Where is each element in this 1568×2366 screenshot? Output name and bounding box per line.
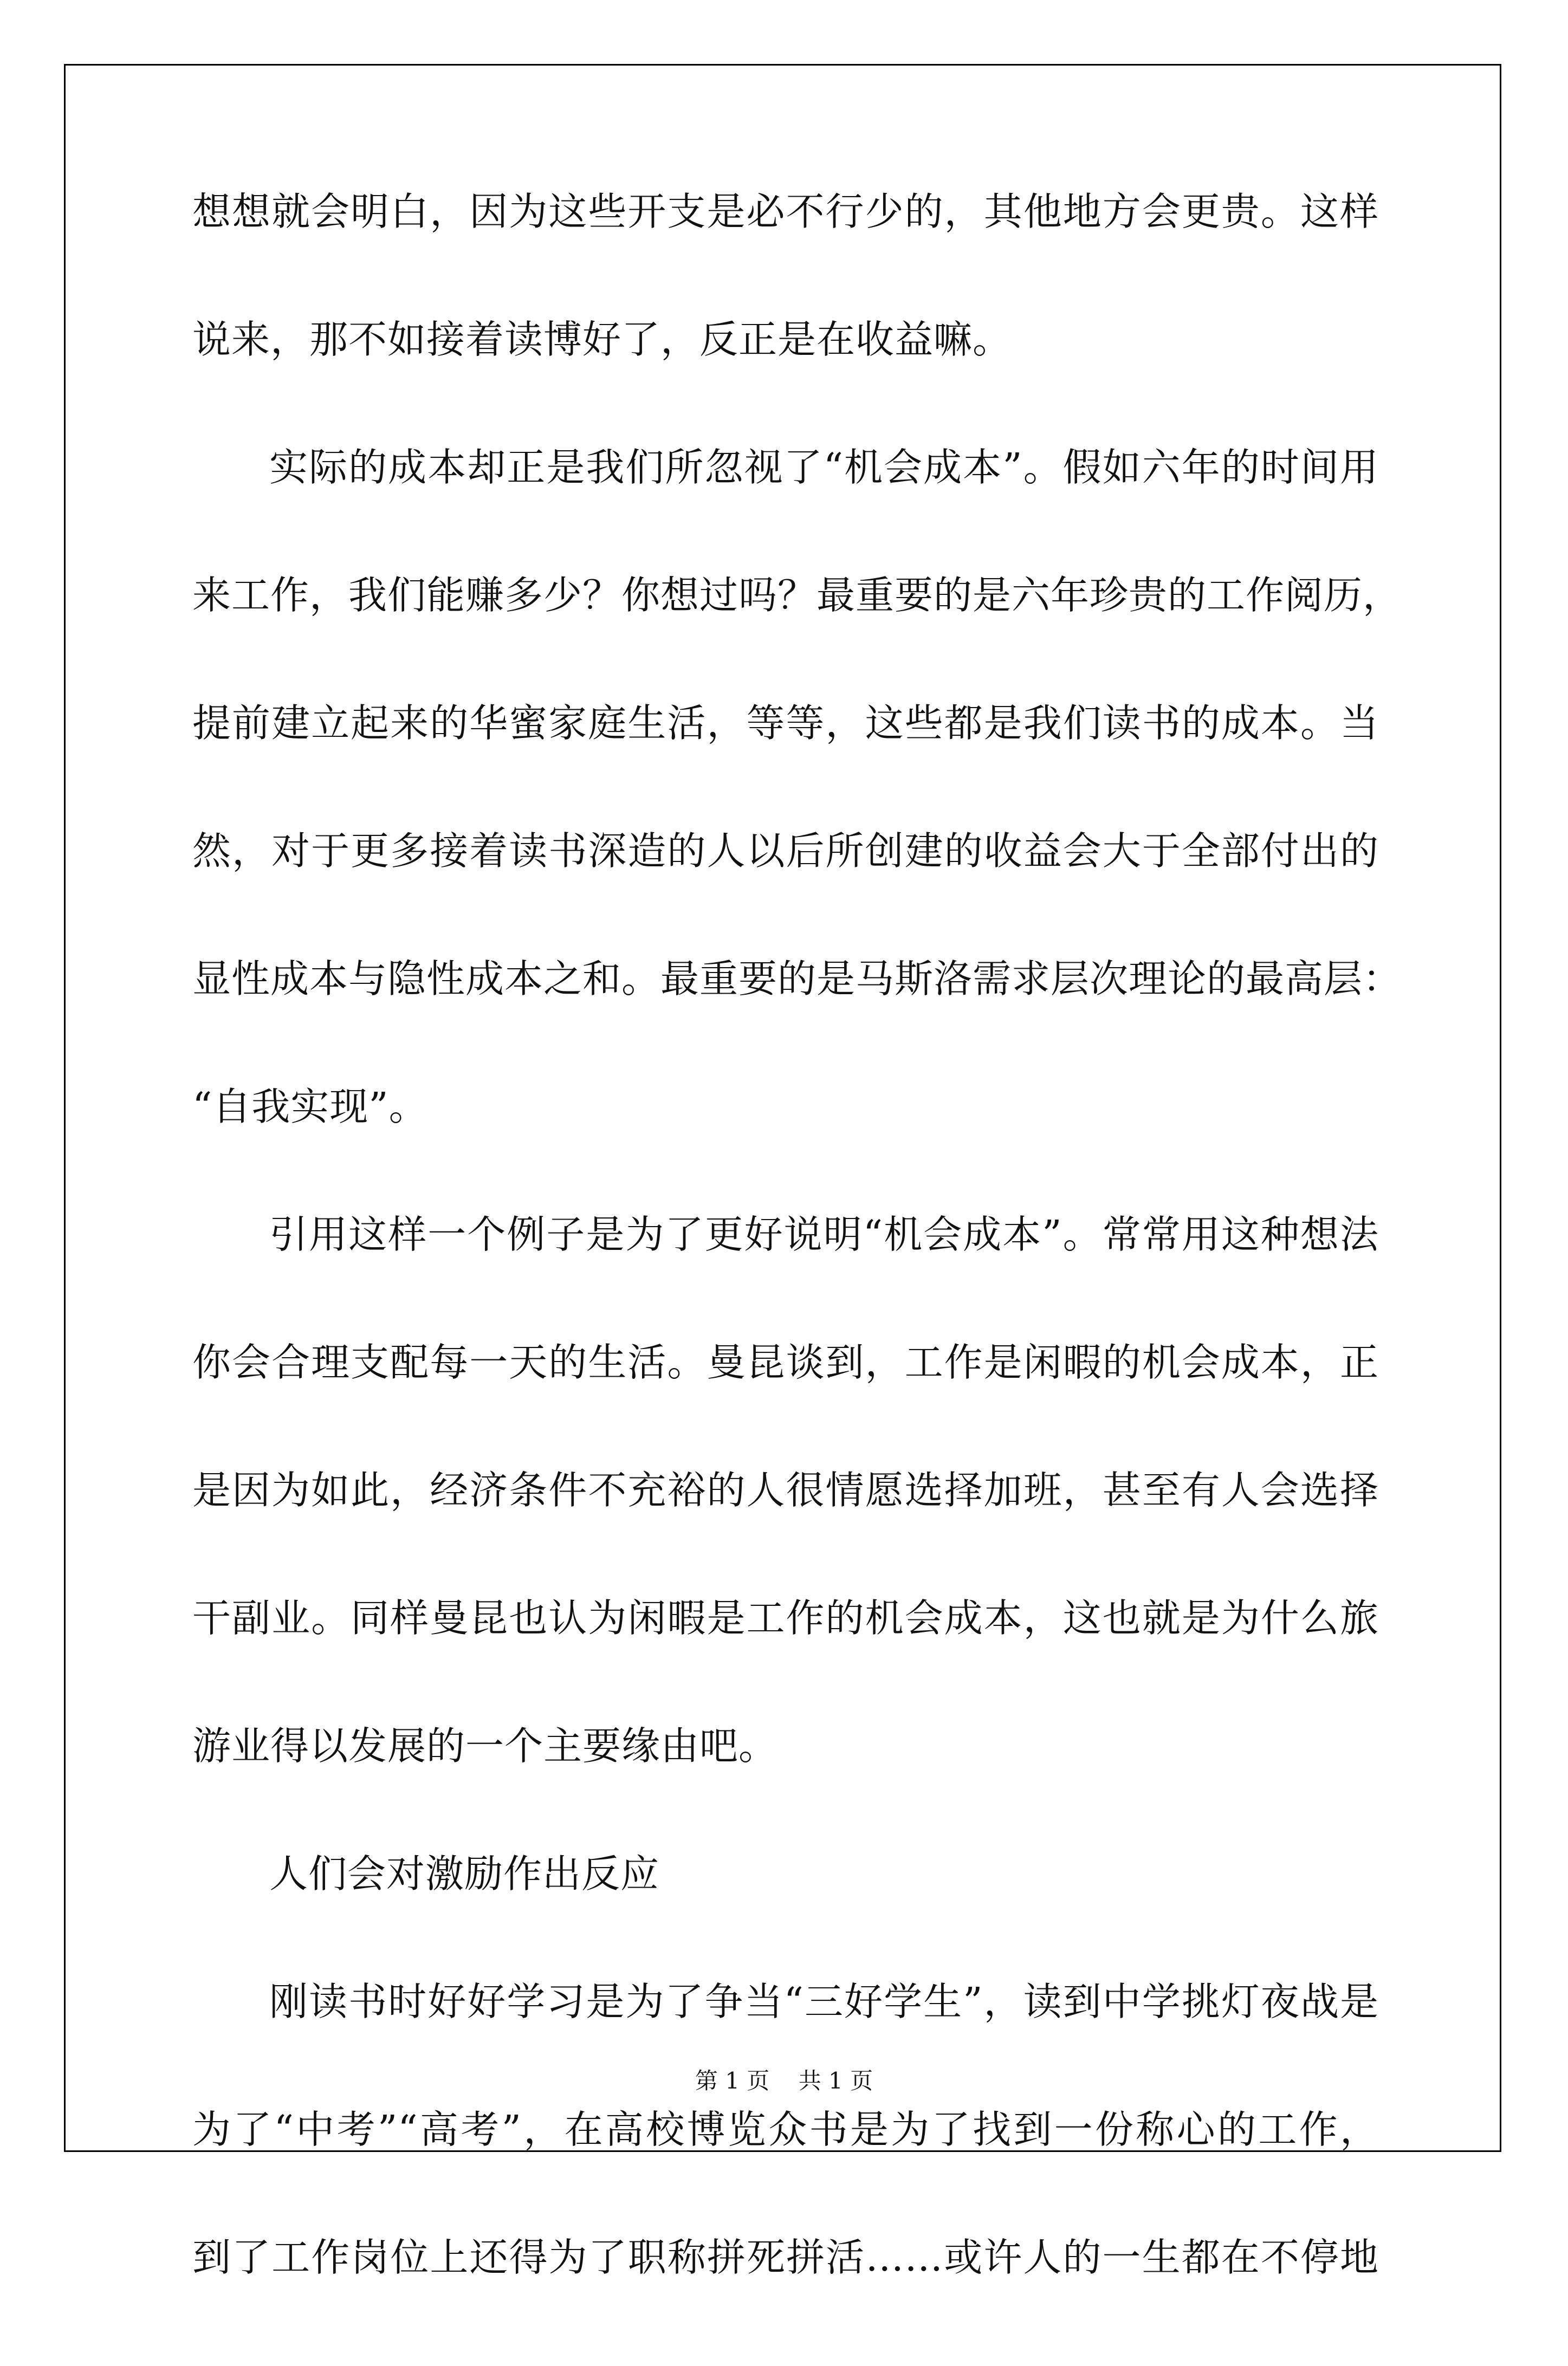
text-line: 然，对于更多接着读书深造的人以后所创建的收益会大于全部付出的 [192, 828, 1379, 873]
paragraph-first-line: 实际的成本却正是我们所忽视了“机会成本”。假如六年的时间用 [269, 445, 1379, 490]
paragraph-first-line: 引用这样一个例子是为了更好说明“机会成本”。常常用这种想法 [269, 1212, 1379, 1257]
text-line: 你会合理支配每一天的生活。曼昆谈到，工作是闲暇的机会成本，正 [192, 1340, 1379, 1385]
text-line: 想想就会明白，因为这些开支是必不行少的，其他地方会更贵。这样 [192, 189, 1379, 234]
text-line: 游业得以发展的一个主要缘由吧。 [192, 1723, 778, 1768]
text-line: 为了“中考”“高考”，在高校博览众书是为了找到一份称心的工作， [192, 2107, 1379, 2152]
text-line: 是因为如此，经济条件不充裕的人很情愿选择加班，甚至有人会选择 [192, 1468, 1379, 1513]
text-line: 显性成本与隐性成本之和。最重要的是马斯洛需求层次理论的最高层： [192, 956, 1402, 1001]
text-line: 来工作，我们能赚多少？你想过吗？最重要的是六年珍贵的工作阅历， [192, 573, 1402, 618]
paragraph-first-line: 刚读书时好好学习是为了争当“三好学生”，读到中学挑灯夜战是 [269, 1979, 1379, 2024]
text-line: 到了工作岗位上还得为了职称拼死拼活……或许人的一生都在不停地 [192, 2235, 1379, 2280]
document-body [192, 189, 1402, 2366]
text-line: 说来，那不如接着读博好了，反正是在收益嘛。 [192, 317, 1012, 362]
section-heading: 人们会对激励作出反应 [269, 1851, 660, 1896]
page-footer: 第 1 页 共 1 页 [695, 2067, 873, 2094]
text-line: 干副业。同样曼昆也认为闲暇是工作的机会成本，这也就是为什么旅 [192, 1596, 1379, 1641]
text-line: “自我实现”。 [192, 1084, 428, 1129]
text-line: 提前建立起来的华蜜家庭生活，等等，这些都是我们读书的成本。当 [192, 701, 1379, 746]
